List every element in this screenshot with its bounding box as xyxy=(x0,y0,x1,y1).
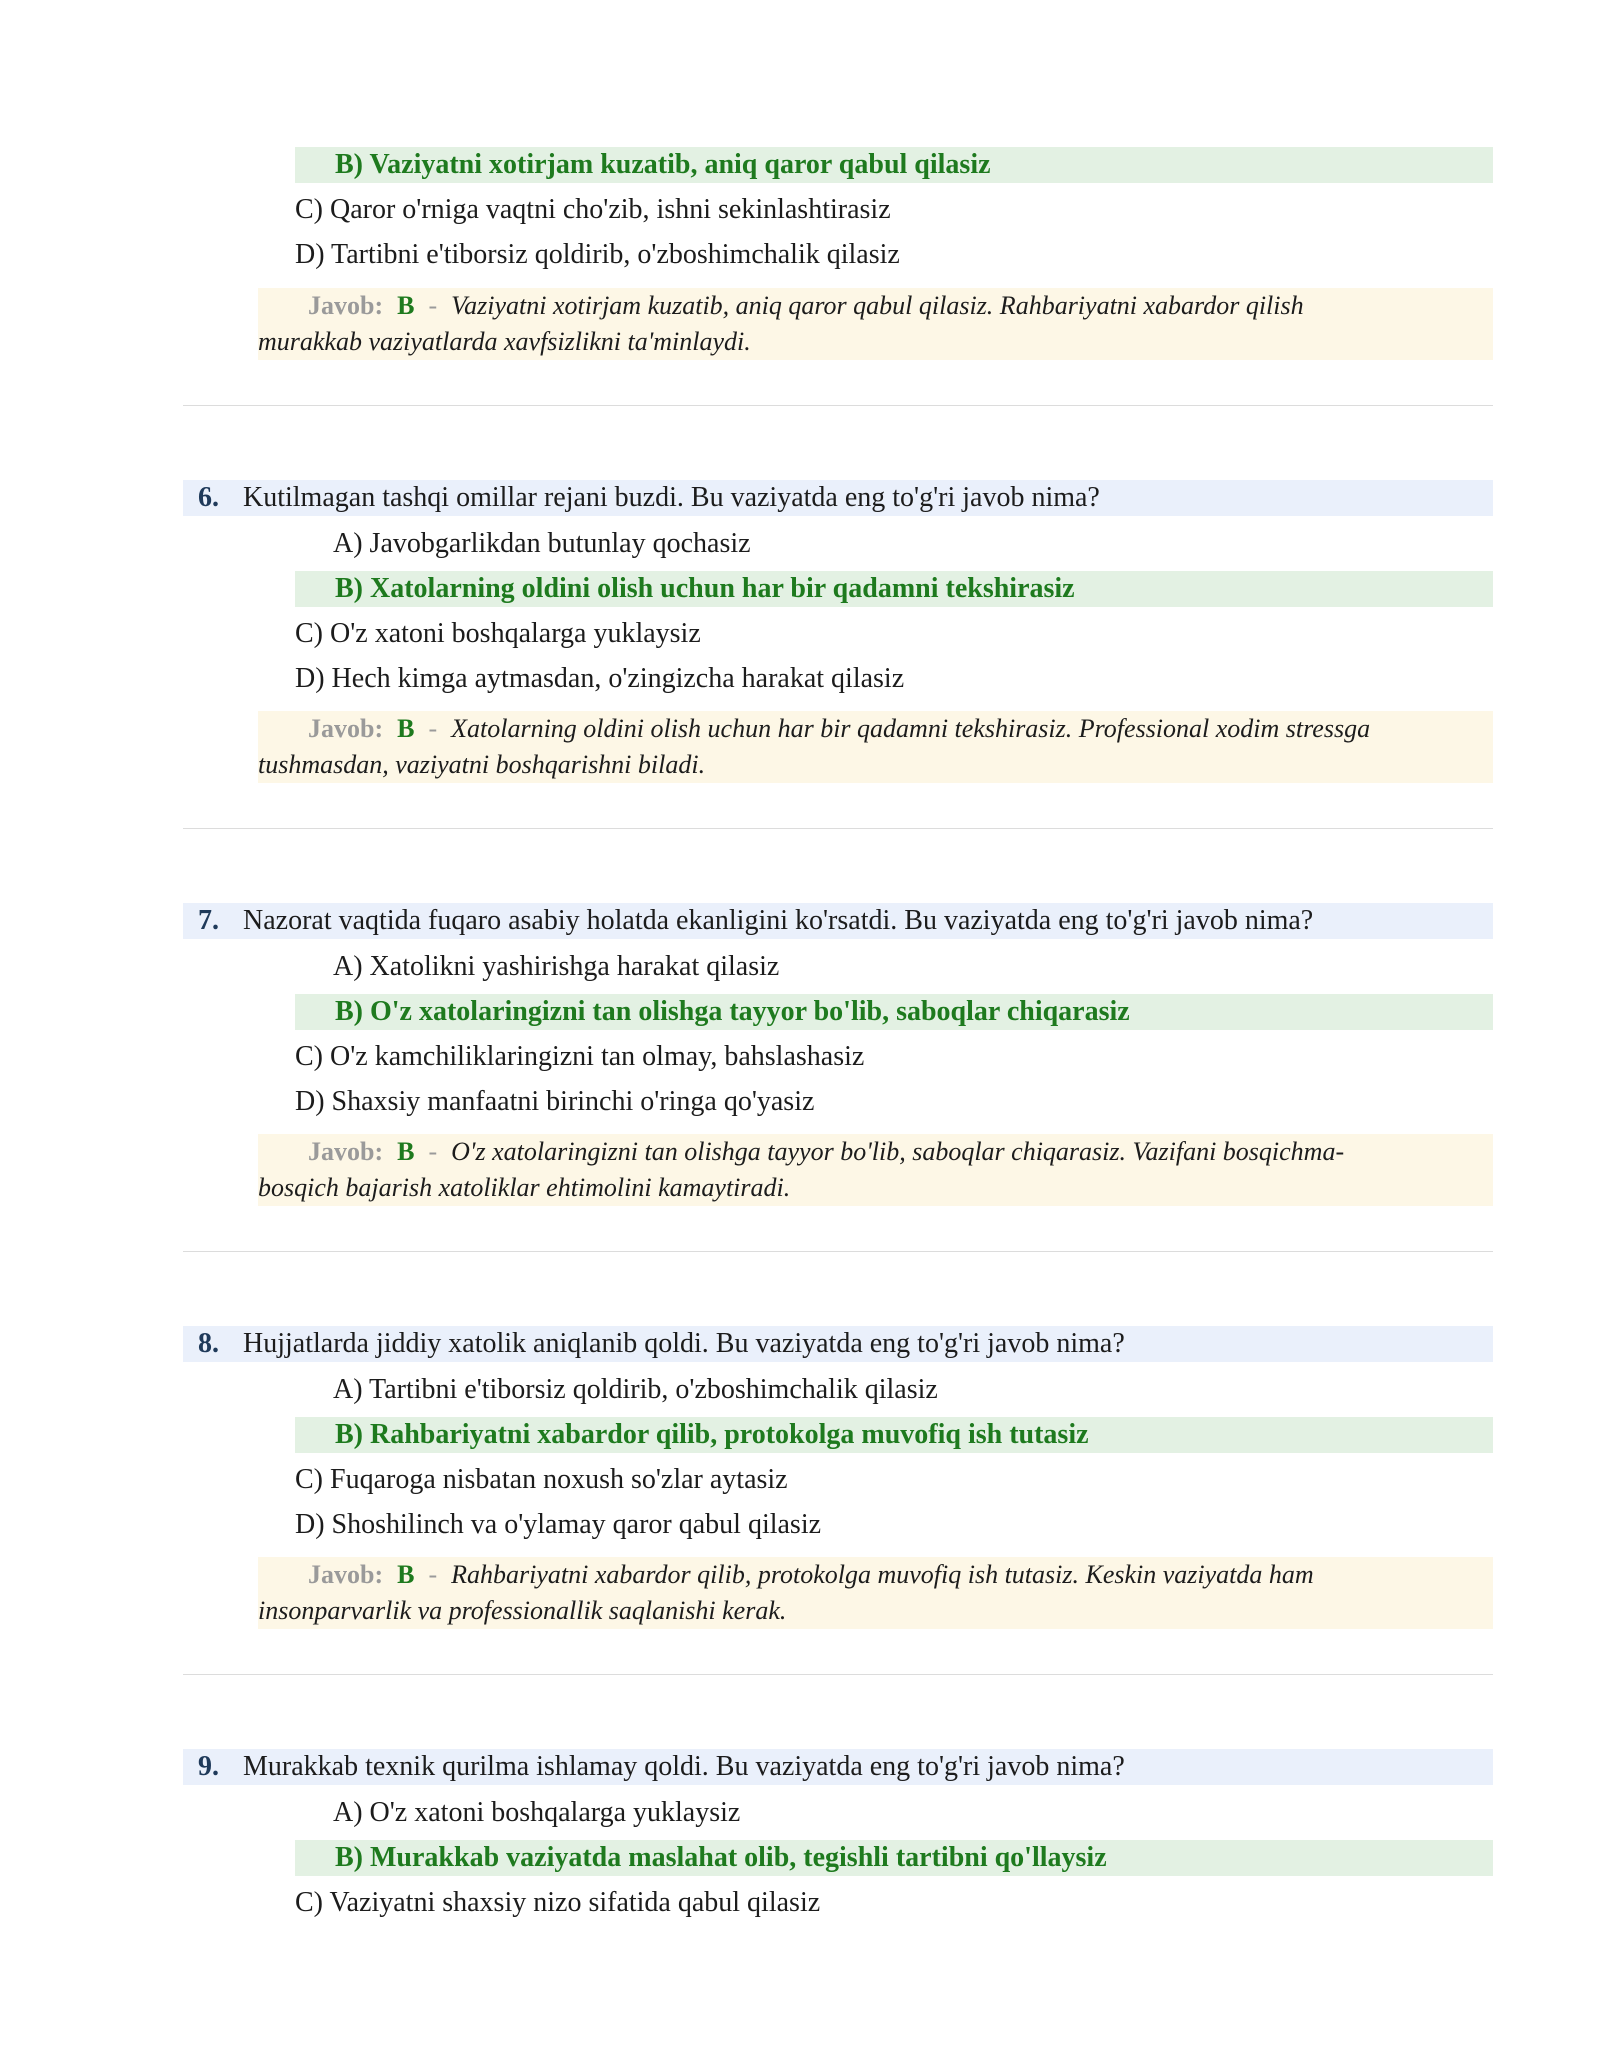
option-a: A) O'z xatoni boshqalarga yuklaysiz xyxy=(333,1797,741,1828)
answer-letter: B xyxy=(397,291,415,320)
answer-explanation-line1: Vaziyatni xotirjam kuzatib, aniq qaror qabul qilasiz. Rahbariyatni xabardor qilish xyxy=(451,291,1304,320)
question-number: 9. xyxy=(198,1751,219,1782)
option-a: A) Javobgarlikdan butunlay qochasiz xyxy=(333,528,751,559)
option-c: C) Vaziyatni shaxsiy nizo sifatida qabul qilasiz xyxy=(295,1887,821,1918)
answer-dash: - xyxy=(428,714,438,743)
question-text: Murakkab texnik qurilma ishlamay qoldi. Bu vaziyatda eng to'g'ri javob nima? xyxy=(243,1751,1125,1782)
question-number: 8. xyxy=(198,1328,219,1359)
question-text: Kutilmagan tashqi omillar rejani buzdi. Bu vaziyatda eng to'g'ri javob nima? xyxy=(243,482,1100,513)
answer-explanation-line2: murakkab vaziyatlarda xavfsizlikni ta'minlaydi. xyxy=(258,327,751,356)
option-c: C) Fuqaroga nisbatan noxush so'zlar aytasiz xyxy=(295,1464,788,1495)
answer-label: Javob: xyxy=(308,291,384,320)
answer-letter: B xyxy=(397,1560,415,1589)
option-b-correct: B) O'z xatolaringizni tan olishga tayyor bo'lib, saboqlar chiqarasiz xyxy=(295,994,1493,1030)
option-b-correct: B) Rahbariyatni xabardor qilib, protokolga muvofiq ish tutasiz xyxy=(295,1417,1493,1453)
answer-box xyxy=(258,1557,1493,1629)
option-d: D) Tartibni e'tiborsiz qoldirib, o'zboshimchalik qilasiz xyxy=(295,239,900,270)
option-c: C) O'z xatoni boshqalarga yuklaysiz xyxy=(295,618,701,649)
answer-explanation-line2: tushmasdan, vaziyatni boshqarishni biladi. xyxy=(258,750,706,779)
option-d: D) Shaxsiy manfaatni birinchi o'ringa qo'yasiz xyxy=(295,1086,815,1117)
answer-label: Javob: xyxy=(308,1560,384,1589)
question-text: Hujjatlarda jiddiy xatolik aniqlanib qoldi. Bu vaziyatda eng to'g'ri javob nima? xyxy=(243,1328,1125,1359)
answer-box xyxy=(258,288,1493,360)
option-c: C) Qaror o'rniga vaqtni cho'zib, ishni sekinlashtirasiz xyxy=(295,194,891,225)
answer-label: Javob: xyxy=(308,1137,384,1166)
question-header xyxy=(183,480,1493,516)
option-b-correct: B) Xatolarning oldini olish uchun har bir qadamni tekshirasiz xyxy=(295,571,1493,607)
answer-explanation-line1: O'z xatolaringizni tan olishga tayyor bo'lib, saboqlar chiqarasiz. Vazifani bosqichma- xyxy=(451,1137,1345,1166)
answer-dash: - xyxy=(428,1137,438,1166)
question-header xyxy=(183,903,1493,939)
divider xyxy=(183,828,1493,829)
option-d: D) Hech kimga aytmasdan, o'zingizcha harakat qilasiz xyxy=(295,663,905,694)
question-number: 7. xyxy=(198,905,219,936)
option-b-correct: B) Murakkab vaziyatda maslahat olib, tegishli tartibni qo'llaysiz xyxy=(295,1840,1493,1876)
answer-label: Javob: xyxy=(308,714,384,743)
answer-letter: B xyxy=(397,1137,415,1166)
divider xyxy=(183,405,1493,406)
option-c: C) O'z kamchiliklaringizni tan olmay, bahslashasiz xyxy=(295,1041,865,1072)
option-a: A) Tartibni e'tiborsiz qoldirib, o'zboshimchalik qilasiz xyxy=(333,1374,938,1405)
question-header xyxy=(183,1326,1493,1362)
answer-explanation-line2: bosqich bajarish xatoliklar ehtimolini kamaytiradi. xyxy=(258,1173,791,1202)
question-number: 6. xyxy=(198,482,219,513)
answer-dash: - xyxy=(428,291,438,320)
answer-explanation-line1: Xatolarning oldini olish uchun har bir qadamni tekshirasiz. Professional xodim stressga xyxy=(451,714,1371,743)
question-header xyxy=(183,1749,1493,1785)
answer-explanation-line1: Rahbariyatni xabardor qilib, protokolga muvofiq ish tutasiz. Keskin vaziyatda ham xyxy=(451,1560,1314,1589)
answer-box xyxy=(258,711,1493,783)
answer-letter: B xyxy=(397,714,415,743)
divider xyxy=(183,1251,1493,1252)
option-b-correct: B) Vaziyatni xotirjam kuzatib, aniq qaror qabul qilasiz xyxy=(295,147,1493,183)
question-text: Nazorat vaqtida fuqaro asabiy holatda ekanligini ko'rsatdi. Bu vaziyatda eng to'g'ri javob nima? xyxy=(243,905,1314,936)
option-d: D) Shoshilinch va o'ylamay qaror qabul qilasiz xyxy=(295,1509,822,1540)
answer-dash: - xyxy=(428,1560,438,1589)
answer-explanation-line2: insonparvarlik va professionallik saqlanishi kerak. xyxy=(258,1596,787,1625)
divider xyxy=(183,1674,1493,1675)
answer-box xyxy=(258,1134,1493,1206)
option-a: A) Xatolikni yashirishga harakat qilasiz xyxy=(333,951,780,982)
